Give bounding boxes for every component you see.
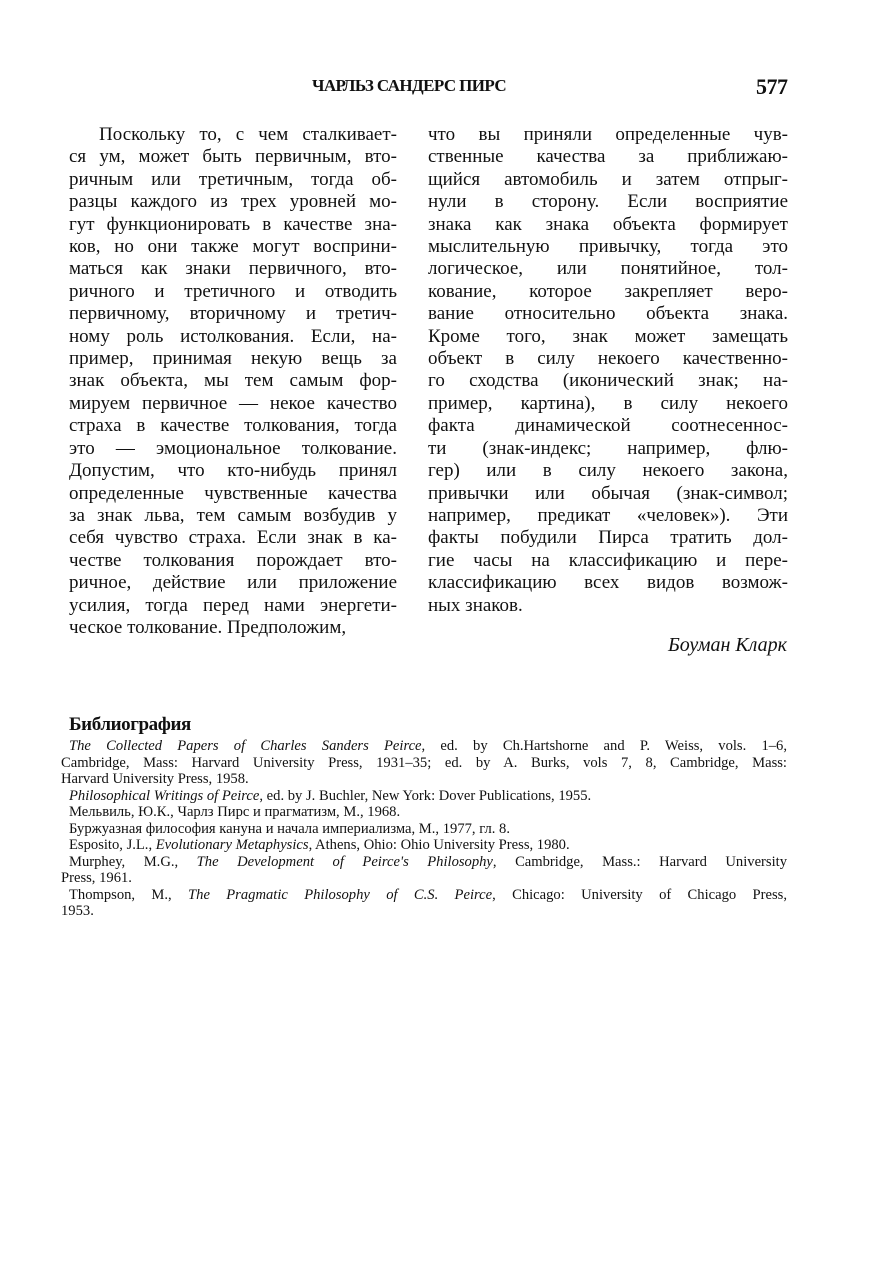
work-title: The Development of Peirce's Philosophy [196,853,493,870]
citation-text: Press, 1961. [61,870,132,886]
bibliography-line [61,771,787,788]
text-line: ных знаков. [428,594,523,616]
citation-text: Мельвиль, Ю.К., Чарлз Пирс и прагматизм, М., 1968. [69,804,401,820]
text-line: ся ум, может быть первичным, вто- [69,146,397,168]
text-line: мыслительную привычку, тогда это [428,236,788,258]
text-line: усилия, тогда перед нами энергети- [69,594,397,616]
text-line: ков, но они также могут восприни- [69,236,397,258]
citation-text: Cambridge, Mass: Harvard University Press, 1931–35; ed. by A. Burks, vols 7, 8, Cambridge, Mass: [61,754,787,771]
text-line: первичному, вторичному и третич- [69,303,397,325]
bibliography-entry [61,886,787,920]
text-line: маться как знаки первичного, вто- [69,258,397,280]
text-line: ческое толкование. Предположим, [69,616,347,638]
text-line: привычки или обычая (знак-символ; [428,482,788,504]
work-title: The Pragmatic Philosophy of C.S. Peirce [188,886,493,903]
text-line: разцы каждого из трех уровней мо- [69,191,397,213]
text-line: факты побудили Пирса тратить дол- [428,527,788,549]
text-line: вание относительно объекта знака. [428,303,788,325]
text-line: например, предикат «человек»). Эти [428,504,788,526]
citation-text: , ed. by Ch.Hartshorne and P. Weiss, vols. 1–6, [421,738,788,754]
text-line: определенные чувственные качества [69,482,397,504]
left-text-column [69,124,397,639]
text-line: ричное, действие или приложение [69,572,397,594]
bibliography-entry [61,853,788,887]
bibliography-line [69,821,787,838]
work-title: Evolutionary Metaphysics [155,837,309,853]
text-line: пример, картина), в силу некоего [428,392,788,414]
text-line: логическое, или понятийное, тол- [428,258,788,280]
bibliography-line [69,854,787,871]
text-line: объект в силу некоего качественно- [428,348,788,370]
bibliography-list [61,738,788,920]
citation-text: Thompson, M., [69,886,189,903]
bibliography-entry [61,738,788,788]
bibliography-entry [69,837,787,854]
text-line: пример, принимая некую вещь за [69,348,397,370]
running-title: ЧАРЛЬЗ САНДЕРС ПИРС [312,76,507,95]
citation-text: Harvard University Press, 1958. [61,771,249,787]
text-line: знак объекта, мы тем самым фор- [69,370,397,392]
citation-text: Murphey, M.G., [69,853,197,870]
bibliography-heading: Библиография [69,714,191,735]
bibliography-entry [69,788,787,805]
bibliography-line [69,887,787,904]
citation-text: 1953. [61,903,94,919]
running-head [0,74,894,104]
text-line: гут функционировать в качестве зна- [69,213,397,235]
bibliography-line [69,788,787,805]
text-line: знака как знака объекта формирует [428,213,788,235]
citation-text: , Athens, Ohio: Ohio University Press, 1980. [308,837,570,853]
citation-text: Буржуазная философия кануна и начала империализма, М., 1977, гл. 8. [69,820,510,837]
bibliography-line [69,804,787,821]
text-line: что вы приняли определенные чув- [428,124,788,145]
text-line: честве толкования порождает вто- [69,549,397,571]
citation-text: Esposito, J.L., [69,837,156,853]
text-line: это — эмоциональное толкование. [69,437,397,459]
text-line: гер) или в силу некоего закона, [428,460,788,482]
text-line: кование, которое закрепляет веро- [428,280,788,302]
citation-text: , Cambridge, Mass.: Harvard University [492,853,788,870]
text-line: классификацию всех видов возмож- [428,572,788,594]
citation-text: , ed. by J. Buchler, New York: Dover Publications, 1955. [259,787,592,804]
text-line: мируем первичное — некое качество [69,392,397,414]
work-title: Philosophical Writings of Peirce [69,787,260,804]
bibliography-line [69,837,787,854]
text-line: ричным или третичным, тогда об- [69,168,397,190]
text-line: гие часы на классификацию и пере- [428,549,788,571]
work-title: The Collected Papers of Charles Sanders Peirce [69,738,422,754]
text-line: за знак льва, тем самым возбудив у [69,504,397,526]
text-line: го сходства (иконический знак; на- [428,370,788,392]
text-line: факта динамической соотнесеннос- [428,415,788,437]
bibliography-entry [69,804,787,821]
text-line: Поскольку то, с чем сталкивает- [99,124,397,145]
text-line: нули в сторону. Если восприятие [428,191,788,213]
bibliography-line [69,738,787,755]
bibliography-line [61,903,787,920]
text-line: ти (знак-индекс; например, флю- [428,437,788,459]
author-signature: Боуман Кларк [667,634,787,656]
right-text-column [428,124,788,617]
bibliography-line [61,755,787,772]
bibliography-line [61,870,787,887]
citation-text: , Chicago: University of Chicago Press, [492,886,787,903]
bibliography-entry [69,821,787,838]
page-number: 577 [756,74,788,99]
text-line: себя чувство страха. Если знак в ка- [69,527,397,549]
text-line: щийся автомобиль и затем отпрыг- [428,168,788,190]
text-line: Допустим, что кто-нибудь принял [69,460,397,482]
text-line: Кроме того, знак может замещать [428,325,788,347]
text-line: страха в качестве толкования, тогда [69,415,397,437]
text-line: ричного и третичного и отводить [69,280,397,302]
text-line: ственные качества за приближаю- [428,146,788,168]
text-line: ному роль истолкования. Если, на- [69,325,397,347]
